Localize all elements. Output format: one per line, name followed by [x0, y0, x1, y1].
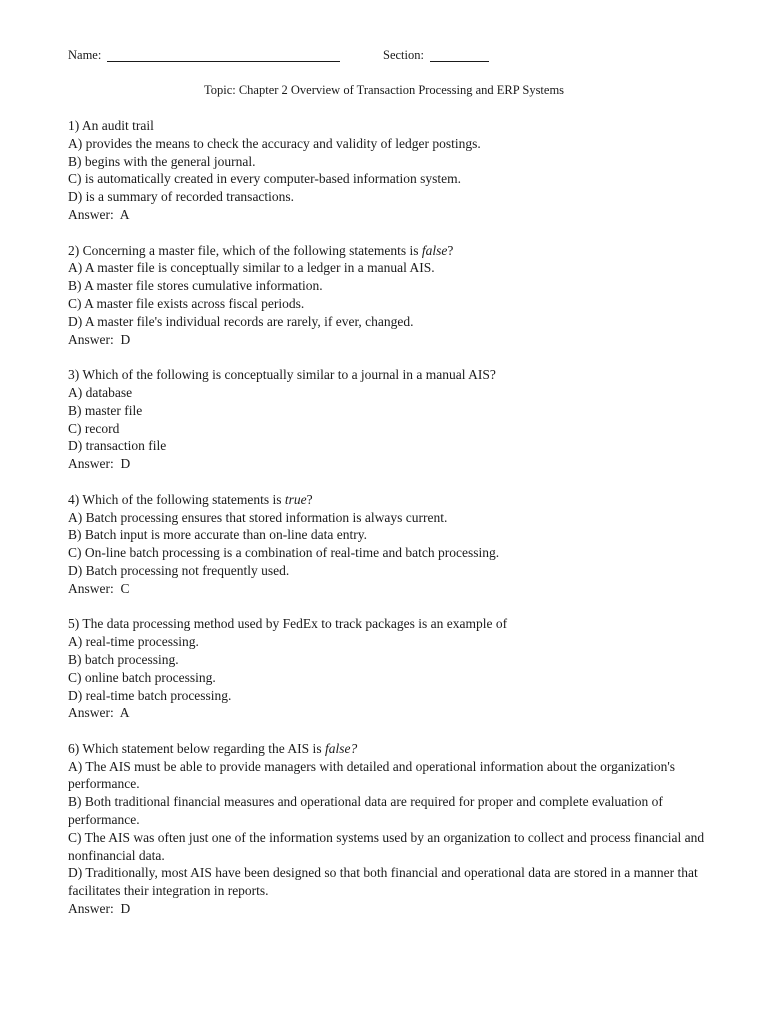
answer-option: B) Both traditional financial measures and operational data are required for proper and complete evaluation of performance.	[68, 794, 667, 828]
question-stem-suffix: ?	[447, 242, 454, 258]
answer-option: A) real-time processing.	[68, 634, 199, 650]
name-blank-line	[107, 61, 340, 62]
answer-option: B) A master file stores cumulative information.	[68, 278, 323, 294]
question-stem	[68, 615, 708, 633]
question-stem-emphasis: true	[284, 491, 307, 507]
section-label: Section:	[383, 48, 424, 62]
answer-option: A) provides the means to check the accuracy and validity of ledger postings.	[68, 135, 481, 151]
question-stem	[68, 366, 708, 384]
answer-option: B) Batch input is more accurate than on-line data entry.	[68, 527, 368, 543]
answer-key: Answer: A	[68, 206, 130, 222]
question-list	[68, 117, 708, 936]
answer-option: A) Batch processing ensures that stored information is always current.	[68, 509, 448, 525]
answer-key: Answer: D	[68, 901, 131, 917]
question-stem	[68, 117, 708, 135]
question-stem-suffix: ?	[306, 491, 313, 507]
question-stem-text: 2) Concerning a master file, which of the following statements is	[68, 242, 422, 258]
question-stem	[68, 740, 708, 758]
question-5	[68, 615, 708, 722]
answer-option: C) record	[68, 420, 120, 436]
answer-option: D) transaction file	[68, 438, 167, 454]
question-stem-text: 4) Which of the following statements is	[68, 491, 285, 507]
answer-option: B) batch processing.	[68, 651, 179, 667]
answer-option: D) A master file's individual records are rarely, if ever, changed.	[68, 313, 414, 329]
question-stem-text: 6) Which statement below regarding the AIS is	[68, 740, 325, 756]
answer-option: D) real-time batch processing.	[68, 687, 232, 703]
answer-option: C) On-line batch processing is a combination of real-time and batch processing.	[68, 545, 500, 561]
answer-key: Answer: A	[68, 705, 130, 721]
answer-option: B) master file	[68, 402, 143, 418]
answer-option: D) Traditionally, most AIS have been designed so that both financial and operational data are stored in a manner that facilitates their integration in reports.	[68, 865, 702, 899]
answer-option: D) Batch processing not frequently used.	[68, 562, 290, 578]
answer-option: C) is automatically created in every computer-based information system.	[68, 171, 461, 187]
answer-key: Answer: D	[68, 456, 131, 472]
name-label: Name:	[68, 48, 102, 62]
question-stem-text: 5) The data processing method used by FedEx to track packages is an example of	[68, 616, 508, 632]
question-stem-text: 1) An audit trail	[68, 118, 154, 133]
answer-key: Answer: D	[68, 331, 131, 347]
topic-title: Topic: Chapter 2 Overview of Transaction Processing and ERP Systems	[203, 83, 565, 97]
question-stem	[68, 242, 708, 260]
answer-option: C) A master file exists across fiscal periods.	[68, 295, 305, 311]
answer-option: D) is a summary of recorded transactions.	[68, 189, 295, 205]
question-6	[68, 740, 708, 918]
question-1	[68, 117, 708, 224]
question-2	[68, 242, 708, 349]
question-stem	[68, 491, 708, 509]
answer-option: A) A master file is conceptually similar to a ledger in a manual AIS.	[68, 260, 435, 276]
section-blank-line	[430, 61, 489, 62]
answer-option: C) online batch processing.	[68, 669, 216, 685]
answer-key: Answer: C	[68, 580, 130, 596]
answer-option: B) begins with the general journal.	[68, 153, 256, 169]
answer-option: C) The AIS was often just one of the information systems used by an organization to collect and process financial and nonfinancial data.	[68, 829, 708, 863]
question-4	[68, 491, 708, 598]
question-stem-emphasis: false?	[324, 740, 358, 756]
answer-option: A) The AIS must be able to provide managers with detailed and operational information about the organization's performance.	[68, 758, 679, 792]
question-3	[68, 366, 708, 473]
question-stem-emphasis: false	[421, 242, 448, 258]
answer-option: A) database	[68, 384, 133, 400]
question-stem-text: 3) Which of the following is conceptually similar to a journal in a manual AIS?	[68, 367, 496, 383]
header	[68, 48, 708, 64]
